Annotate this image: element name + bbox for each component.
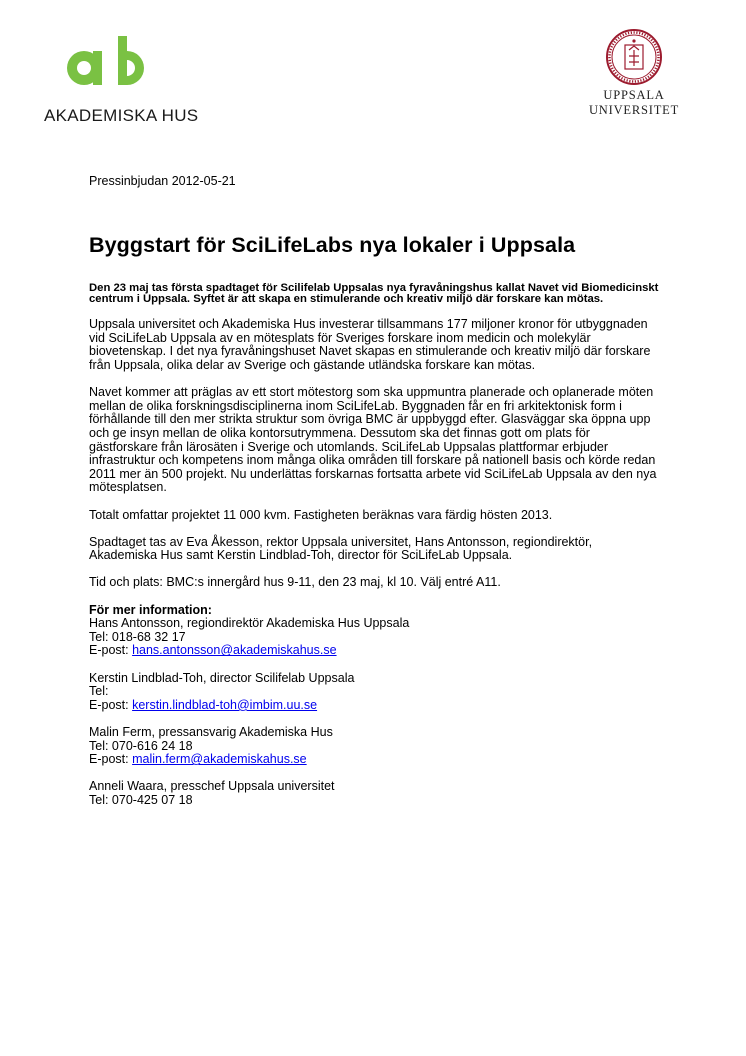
contact-name: Anneli Waara, presschef Uppsala universitet — [89, 779, 335, 794]
body-paragraph: Navet kommer att präglas av ett stort mötestorg som ska uppmuntra planerade och oplanerade möten mellan de olika forskningsdisciplinerna inom SciLifeLab. Byggnaden får en fri arkitektonisk form i förhållande till den mer strikta struktur som övriga BMC är uppbyggd efter. Glasväggar ska öppna upp och ge insyn mellan de olika kontorsutrymmena. Dessutom ska det finnas gott om plats för gästforskare från lärosäten i Sverige och utomlands. SciLifeLab Uppsalas plattformar erbjuder infrastruktur och kompetens inom många olika områden till forskare på nationell basis och körde redan 2011 mer än 500 projekt. Nu underlättas forskarnas fortsatta arbete vid SciLifeLab Uppsala av den nya mötesplatsen. — [89, 385, 657, 495]
email-label: E-post: — [89, 697, 133, 712]
dateline: Pressinbjudan 2012-05-21 — [89, 174, 236, 188]
contact-block — [89, 726, 659, 767]
body-paragraph: Tid och plats: BMC:s innergård hus 9-11, den 23 maj, kl 10. Välj entré A11. — [89, 575, 501, 590]
uppsala-wordmark-line1: UPPSALA — [603, 88, 665, 102]
contact-name: Kerstin Lindblad-Toh, director Scilifelab Uppsala — [89, 670, 355, 685]
info-heading: För mer information: — [89, 602, 212, 617]
contact-email-row — [89, 753, 659, 767]
email-link[interactable]: kerstin.lindblad-toh@imbim.uu.se — [132, 697, 318, 712]
contact-email-row — [89, 699, 659, 713]
contact-block — [89, 604, 659, 658]
contact-name: Malin Ferm, pressansvarig Akademiska Hus — [89, 725, 333, 739]
body-paragraph: Spadtaget tas av Eva Åkesson, rektor Uppsala universitet, Hans Antonsson, regiondirektör, Akademiska Hus samt Kerstin Lindblad-Toh, director för SciLifeLab Uppsala. — [89, 534, 593, 563]
body-paragraph: Totalt omfattar projektet 11 000 kvm. Fastigheten beräknas vara färdig hösten 2013. — [89, 507, 553, 522]
akademiska-hus-logo — [44, 36, 204, 131]
email-label: E-post: — [89, 643, 133, 658]
contact-email-row — [89, 644, 659, 658]
contact-phone: Tel: 070-616 24 18 — [89, 738, 193, 753]
contact-phone: Tel: — [89, 684, 109, 699]
body-paragraph: Uppsala universitet och Akademiska Hus investerar tillsammans 177 miljoner kronor för utbyggnaden vid SciLifeLab Uppsala av en mötesplats för Sveriges forskare inom medicin och molekylär biovetenskap. I det nya fyravåningshuset Navet skapas en stimulerande och kreativ miljö där forskare från Uppsala, olika delar av Sverige och gästande utländska forskare kan mötas. — [89, 317, 651, 372]
contact-phone: Tel: 018-68 32 17 — [89, 629, 186, 644]
uppsala-universitet-logo — [578, 28, 690, 128]
press-release-body — [89, 175, 659, 821]
contact-block — [89, 780, 659, 807]
contact-block — [89, 672, 659, 713]
contact-phone: Tel: 070-425 07 18 — [89, 792, 193, 807]
contact-name: Hans Antonsson, regiondirektör Akademiska Hus Uppsala — [89, 616, 410, 631]
email-link[interactable]: malin.ferm@akademiskahus.se — [132, 752, 307, 767]
university-seal-icon — [605, 28, 663, 86]
email-label: E-post: — [89, 752, 133, 767]
lead-paragraph: Den 23 maj tas första spadtaget för Scilifelab Uppsalas nya fyravåningshus kallat Navet vid Biomedicinskt centrum i Uppsala. Syftet är att skapa en stimulerande och kreativ miljö där forskare kan mötas. — [89, 281, 659, 306]
akademiska-hus-symbol — [44, 36, 164, 106]
email-link[interactable]: hans.antonsson@akademiskahus.se — [132, 643, 337, 658]
uppsala-wordmark-line2: UNIVERSITET — [588, 103, 680, 117]
akademiska-hus-wordmark: AKADEMISKA HUS — [44, 106, 199, 125]
page-title: Byggstart för SciLifeLabs nya lokaler i Uppsala — [89, 232, 576, 257]
